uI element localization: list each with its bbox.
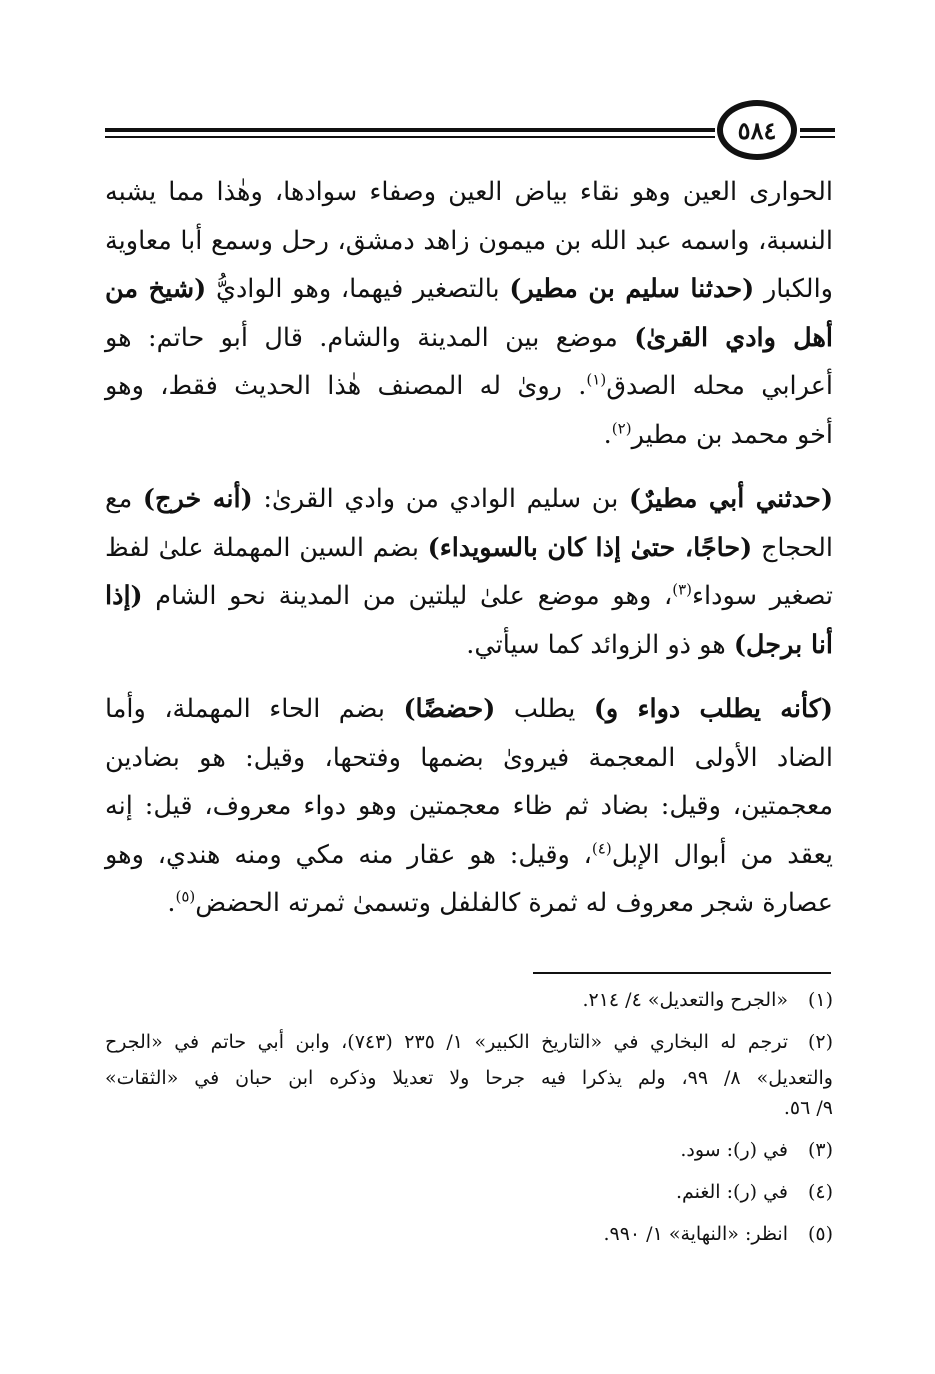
bold-quote: (حاجًا، حتىٰ إذا كان بالسويداء) <box>427 532 753 563</box>
text-line <box>105 572 833 621</box>
text-run: بالتصغير فيهما، وهو الواديُّ <box>206 274 510 304</box>
footnote <box>105 1132 833 1168</box>
text-run: يعقد من أبوال الإبل <box>611 839 833 870</box>
text-run: الحوارى العين وهو نقاء بياض العين وصفاء سوادها، وهٰذا مما يشبه <box>105 177 833 207</box>
text-line <box>105 524 833 573</box>
header-rule-thin <box>105 136 715 138</box>
bold-quote: (كأنه يطلب دواء و) <box>593 694 834 724</box>
text-run: النسبة، واسمه عبد الله بن ميمون زاهد دمشق، رحل وسمع أبا معاوية <box>105 225 833 256</box>
footnote-line: والتعديل» ٨/ ٩٩، ولم يذكرا فيه جرحا ولا تعديلا وذكره ابن حبان في «الثقات» <box>105 1067 833 1089</box>
text-run: هو ذو الزوائد كما سيأتي. <box>466 629 734 660</box>
footnote-separator <box>533 972 831 974</box>
text-line <box>105 831 833 880</box>
header-rule-right <box>800 128 835 132</box>
footnote-number: (٤) <box>807 1181 833 1203</box>
text-run: يطلب <box>495 694 594 724</box>
text-run: . روىٰ له المصنف هٰذا الحديث فقط، وهو <box>105 371 587 401</box>
footnote-line: في (ر): الغنم. <box>675 1181 788 1203</box>
footnote-text <box>105 1174 788 1210</box>
text-line <box>105 621 833 670</box>
paragraph <box>105 475 833 669</box>
text-run: الحجاج <box>752 532 833 563</box>
text-line <box>105 475 833 524</box>
text-line <box>105 265 833 314</box>
footnote-ref: (٥) <box>175 887 196 906</box>
text-run: معجمتين، وقيل: بضاد ثم ظاء معجمتين وهو دواء معروف، قيل: إنه <box>105 791 833 821</box>
footnote-number: (٣) <box>807 1139 833 1161</box>
footnote <box>105 1216 833 1252</box>
bold-quote: (أنه خرج) <box>142 484 253 514</box>
text-line <box>105 782 833 831</box>
footnote-line: في (ر): سود. <box>680 1139 788 1161</box>
footnote-text <box>105 1024 788 1060</box>
footnote-ref: (٢) <box>611 419 632 437</box>
footnote-number: (٢) <box>807 1031 833 1053</box>
page-header <box>105 98 835 168</box>
footnote-line: ٩/ ٥٦. <box>783 1097 833 1119</box>
text-run: . <box>603 419 612 450</box>
text-run: . <box>167 888 176 918</box>
text-run: عصارة شجر معروف له ثمرة كالفلفل وتسمىٰ ثمرته الحضض <box>195 888 833 918</box>
footnote-line: «الجرح والتعديل» ٤/ ٢١٤. <box>582 989 788 1011</box>
footnote-text <box>105 1132 788 1168</box>
footnote <box>105 1024 833 1132</box>
footnote-ref: (١) <box>586 370 607 389</box>
footnote-number: (٥) <box>807 1223 833 1245</box>
footnote-ref: (٤) <box>591 839 612 857</box>
footnote <box>105 982 833 1018</box>
main-text <box>105 168 833 928</box>
footnote <box>105 1174 833 1210</box>
bold-quote: (حدثنا سليم بن مطير) <box>509 274 755 304</box>
text-line <box>105 362 833 411</box>
footnote-line: انظر: «النهاية» ١/ ٩٩٠. <box>603 1223 788 1245</box>
text-run: أخو محمد بن مطير <box>631 419 833 450</box>
text-run: موضع بين المدينة والشام. قال أبو حاتم: هو <box>105 322 635 353</box>
text-line <box>105 217 833 266</box>
text-line <box>105 879 833 928</box>
bold-quote: (حدثني أبي مطيرٌ) <box>629 484 834 514</box>
text-run: ، وقيل: هو عقار منه مكي ومنه هندي، وهو <box>105 839 592 870</box>
text-line <box>105 314 833 363</box>
text-run: تصغير سوداء <box>692 581 833 611</box>
text-run: بن سليم الوادي من وادي القرىٰ: <box>252 484 629 514</box>
paragraph <box>105 168 833 459</box>
footnotes <box>105 982 833 1258</box>
text-line <box>105 411 833 460</box>
header-rule <box>105 128 715 132</box>
bold-quote: (شيخ من <box>105 274 207 304</box>
footnote-text <box>105 982 788 1018</box>
paragraph <box>105 685 833 928</box>
bold-quote: أهل وادي القرىٰ) <box>634 322 833 353</box>
footnote-line: ترجم له البخاري في «التاريخ الكبير» ١/ ٢٣٥ (٧٤٣)، وابن أبي حاتم في «الجرح <box>105 1031 788 1053</box>
text-line <box>105 734 833 783</box>
footnote-number: (١) <box>807 989 833 1011</box>
text-run: والكبار <box>754 274 833 304</box>
text-line <box>105 168 833 217</box>
page-number: ٥٨٤ <box>717 100 797 160</box>
text-run: أعرابي محله الصدق <box>606 371 834 401</box>
footnote-ref: (٣) <box>672 580 693 599</box>
footnote-text <box>105 1216 788 1252</box>
header-rule-right-thin <box>800 136 835 138</box>
bold-quote: (حضضًا) <box>403 694 496 724</box>
text-line <box>105 685 833 734</box>
text-run: الضاد الأولى المعجمة فيروىٰ بضمها وفتحها، وقيل: هو بضادين <box>105 742 833 773</box>
text-run: بضم الحاء المهملة، وأما <box>105 694 404 724</box>
bold-quote: (إذا <box>105 581 143 611</box>
text-run: مع <box>105 484 143 514</box>
text-run: ، وهو موضع علىٰ ليلتين من المدينة نحو الشام <box>142 581 673 611</box>
bold-quote: أنا برجل) <box>733 629 833 660</box>
text-run: بضم السين المهملة علىٰ لفظ <box>105 532 428 563</box>
